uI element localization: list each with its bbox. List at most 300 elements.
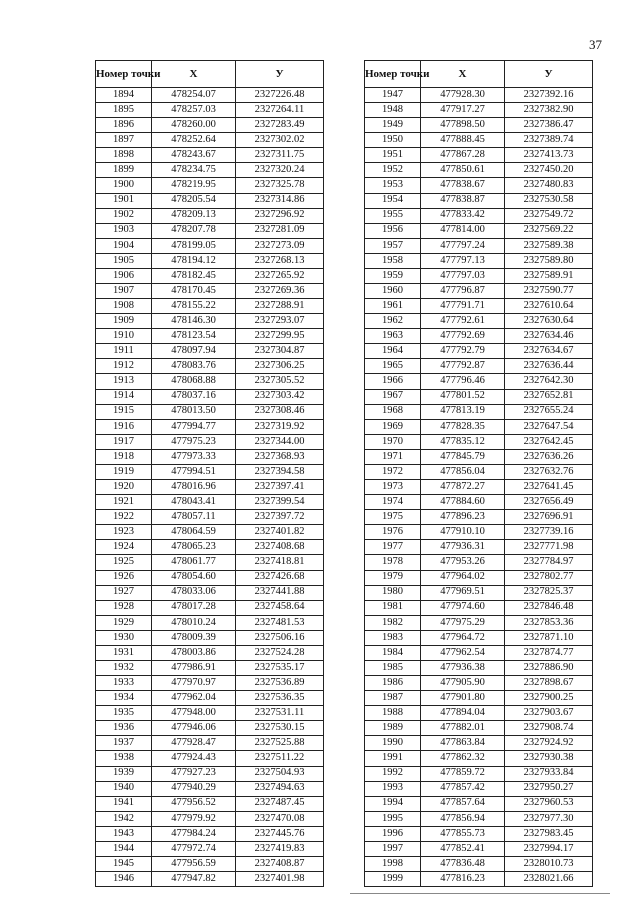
table-row (96, 118, 324, 133)
table-row (96, 359, 324, 374)
table-row (365, 299, 593, 314)
y-coordinate-cell: 2327311.75 (236, 148, 324, 163)
table-row (365, 314, 593, 329)
x-coordinate-cell: 477797.24 (421, 238, 505, 253)
y-coordinate-cell: 2327426.68 (236, 570, 324, 585)
x-coordinate-cell: 477986.91 (152, 660, 236, 675)
x-coordinate-cell: 477927.23 (152, 766, 236, 781)
table-row (365, 706, 593, 721)
x-coordinate-cell: 477964.02 (421, 570, 505, 585)
table-row (96, 480, 324, 495)
table-row (365, 133, 593, 148)
y-coordinate-cell: 2327886.90 (505, 660, 593, 675)
point-number-cell: 1975 (365, 510, 421, 525)
y-coordinate-cell: 2327397.41 (236, 480, 324, 495)
y-coordinate-cell: 2327304.87 (236, 344, 324, 359)
point-number-cell: 1929 (96, 615, 152, 630)
table-row (96, 570, 324, 585)
table-header-row (365, 61, 593, 88)
x-coordinate-cell: 477917.27 (421, 103, 505, 118)
point-number-cell: 1899 (96, 163, 152, 178)
header-y: У (505, 61, 593, 88)
x-coordinate-cell: 478234.75 (152, 163, 236, 178)
table-row (96, 826, 324, 841)
x-coordinate-cell: 477940.29 (152, 781, 236, 796)
point-number-cell: 1978 (365, 555, 421, 570)
y-coordinate-cell: 2327874.77 (505, 645, 593, 660)
point-number-cell: 1897 (96, 133, 152, 148)
y-coordinate-cell: 2327389.74 (505, 133, 593, 148)
x-coordinate-cell: 477852.41 (421, 841, 505, 856)
point-number-cell: 1979 (365, 570, 421, 585)
point-number-cell: 1971 (365, 449, 421, 464)
table-row (96, 374, 324, 389)
y-coordinate-cell: 2327399.54 (236, 495, 324, 510)
point-number-cell: 1966 (365, 374, 421, 389)
point-number-cell: 1973 (365, 480, 421, 495)
x-coordinate-cell: 477947.82 (152, 872, 236, 887)
x-coordinate-cell: 478252.64 (152, 133, 236, 148)
point-number-cell: 1948 (365, 103, 421, 118)
coordinates-table-left (95, 60, 324, 887)
x-coordinate-cell: 477975.23 (152, 434, 236, 449)
x-coordinate-cell: 477792.61 (421, 314, 505, 329)
point-number-cell: 1914 (96, 389, 152, 404)
point-number-cell: 1976 (365, 525, 421, 540)
table-row (365, 872, 593, 887)
x-coordinate-cell: 477857.64 (421, 796, 505, 811)
point-number-cell: 1991 (365, 751, 421, 766)
x-coordinate-cell: 477994.77 (152, 419, 236, 434)
point-number-cell: 1970 (365, 434, 421, 449)
x-coordinate-cell: 478037.16 (152, 389, 236, 404)
y-coordinate-cell: 2327305.52 (236, 374, 324, 389)
y-coordinate-cell: 2327408.68 (236, 540, 324, 555)
y-coordinate-cell: 2327642.30 (505, 374, 593, 389)
x-coordinate-cell: 478209.13 (152, 208, 236, 223)
y-coordinate-cell: 2327314.86 (236, 193, 324, 208)
y-coordinate-cell: 2327408.87 (236, 856, 324, 871)
table-row (365, 555, 593, 570)
y-coordinate-cell: 2327268.13 (236, 253, 324, 268)
table-row (365, 449, 593, 464)
table-row (365, 630, 593, 645)
point-number-cell: 1962 (365, 314, 421, 329)
x-coordinate-cell: 477850.61 (421, 163, 505, 178)
x-coordinate-cell: 477792.87 (421, 359, 505, 374)
point-number-cell: 1945 (96, 856, 152, 871)
point-number-cell: 1902 (96, 208, 152, 223)
y-coordinate-cell: 2327525.88 (236, 736, 324, 751)
point-number-cell: 1933 (96, 676, 152, 691)
x-coordinate-cell: 478194.12 (152, 253, 236, 268)
table-row (365, 163, 593, 178)
y-coordinate-cell: 2327569.22 (505, 223, 593, 238)
x-coordinate-cell: 477948.00 (152, 706, 236, 721)
x-coordinate-cell: 477828.35 (421, 419, 505, 434)
x-coordinate-cell: 477974.60 (421, 600, 505, 615)
x-coordinate-cell: 477814.00 (421, 223, 505, 238)
point-number-cell: 1961 (365, 299, 421, 314)
point-number-cell: 1898 (96, 148, 152, 163)
table-row (365, 510, 593, 525)
x-coordinate-cell: 477896.23 (421, 510, 505, 525)
point-number-cell: 1904 (96, 238, 152, 253)
point-number-cell: 1956 (365, 223, 421, 238)
table-row (96, 751, 324, 766)
x-coordinate-cell: 477905.90 (421, 676, 505, 691)
y-coordinate-cell: 2328021.66 (505, 872, 593, 887)
point-number-cell: 1983 (365, 630, 421, 645)
point-number-cell: 1947 (365, 88, 421, 103)
point-number-cell: 1952 (365, 163, 421, 178)
x-coordinate-cell: 478199.05 (152, 238, 236, 253)
point-number-cell: 1936 (96, 721, 152, 736)
table-header-row (96, 61, 324, 88)
table-row (365, 268, 593, 283)
y-coordinate-cell: 2327610.64 (505, 299, 593, 314)
x-coordinate-cell: 477838.67 (421, 178, 505, 193)
x-coordinate-cell: 478207.78 (152, 223, 236, 238)
y-coordinate-cell: 2327983.45 (505, 826, 593, 841)
point-number-cell: 1982 (365, 615, 421, 630)
table-row (365, 796, 593, 811)
y-coordinate-cell: 2327419.83 (236, 841, 324, 856)
point-number-cell: 1923 (96, 525, 152, 540)
table-row (365, 676, 593, 691)
point-number-cell: 1896 (96, 118, 152, 133)
x-coordinate-cell: 478064.59 (152, 525, 236, 540)
x-coordinate-cell: 477969.51 (421, 585, 505, 600)
point-number-cell: 1959 (365, 268, 421, 283)
table-row (365, 359, 593, 374)
y-coordinate-cell: 2327506.16 (236, 630, 324, 645)
point-number-cell: 1942 (96, 811, 152, 826)
x-coordinate-cell: 478068.88 (152, 374, 236, 389)
point-number-cell: 1931 (96, 645, 152, 660)
x-coordinate-cell: 477882.01 (421, 721, 505, 736)
y-coordinate-cell: 2327549.72 (505, 208, 593, 223)
x-coordinate-cell: 478043.41 (152, 495, 236, 510)
point-number-cell: 1926 (96, 570, 152, 585)
table-row (96, 314, 324, 329)
y-coordinate-cell: 2327504.93 (236, 766, 324, 781)
y-coordinate-cell: 2327634.67 (505, 344, 593, 359)
y-coordinate-cell: 2327977.30 (505, 811, 593, 826)
y-coordinate-cell: 2327960.53 (505, 796, 593, 811)
y-coordinate-cell: 2327382.90 (505, 103, 593, 118)
x-coordinate-cell: 477855.73 (421, 826, 505, 841)
table-row (365, 404, 593, 419)
table-row (96, 208, 324, 223)
x-coordinate-cell: 477962.54 (421, 645, 505, 660)
x-coordinate-cell: 478054.60 (152, 570, 236, 585)
point-number-cell: 1922 (96, 510, 152, 525)
y-coordinate-cell: 2327652.81 (505, 389, 593, 404)
header-point-number: Номер точки (96, 61, 152, 88)
y-coordinate-cell: 2327636.44 (505, 359, 593, 374)
table-row (365, 841, 593, 856)
y-coordinate-cell: 2327994.17 (505, 841, 593, 856)
y-coordinate-cell: 2327871.10 (505, 630, 593, 645)
y-coordinate-cell: 2327288.91 (236, 299, 324, 314)
table-row (365, 419, 593, 434)
point-number-cell: 1906 (96, 268, 152, 283)
point-number-cell: 1895 (96, 103, 152, 118)
point-number-cell: 1989 (365, 721, 421, 736)
table-row (365, 118, 593, 133)
table-row (96, 178, 324, 193)
x-coordinate-cell: 477845.79 (421, 449, 505, 464)
point-number-cell: 1941 (96, 796, 152, 811)
x-coordinate-cell: 478003.86 (152, 645, 236, 660)
y-coordinate-cell: 2327771.98 (505, 540, 593, 555)
x-coordinate-cell: 477973.33 (152, 449, 236, 464)
point-number-cell: 1909 (96, 314, 152, 329)
x-coordinate-cell: 477956.52 (152, 796, 236, 811)
point-number-cell: 1992 (365, 766, 421, 781)
y-coordinate-cell: 2327325.78 (236, 178, 324, 193)
point-number-cell: 1908 (96, 299, 152, 314)
y-coordinate-cell: 2327536.89 (236, 676, 324, 691)
table-row (365, 856, 593, 871)
x-coordinate-cell: 477797.03 (421, 268, 505, 283)
table-row (96, 600, 324, 615)
x-coordinate-cell: 478009.39 (152, 630, 236, 645)
x-coordinate-cell: 478033.06 (152, 585, 236, 600)
point-number-cell: 1999 (365, 872, 421, 887)
point-number-cell: 1920 (96, 480, 152, 495)
table-row (365, 208, 593, 223)
point-number-cell: 1950 (365, 133, 421, 148)
y-coordinate-cell: 2327344.00 (236, 434, 324, 449)
x-coordinate-cell: 478146.30 (152, 314, 236, 329)
point-number-cell: 1994 (365, 796, 421, 811)
point-number-cell: 1937 (96, 736, 152, 751)
point-number-cell: 1968 (365, 404, 421, 419)
point-number-cell: 1972 (365, 464, 421, 479)
table-row (96, 434, 324, 449)
point-number-cell: 1958 (365, 253, 421, 268)
table-row (365, 781, 593, 796)
point-number-cell: 1940 (96, 781, 152, 796)
y-coordinate-cell: 2327487.45 (236, 796, 324, 811)
x-coordinate-cell: 477910.10 (421, 525, 505, 540)
x-coordinate-cell: 477792.79 (421, 344, 505, 359)
point-number-cell: 1997 (365, 841, 421, 856)
y-coordinate-cell: 2327265.92 (236, 268, 324, 283)
table-row (365, 540, 593, 555)
header-y: У (236, 61, 324, 88)
y-coordinate-cell: 2327401.82 (236, 525, 324, 540)
page-number: 37 (589, 37, 602, 52)
table-row (96, 796, 324, 811)
table-row (365, 178, 593, 193)
x-coordinate-cell: 477956.59 (152, 856, 236, 871)
x-coordinate-cell: 477813.19 (421, 404, 505, 419)
table-row (365, 389, 593, 404)
x-coordinate-cell: 477901.80 (421, 691, 505, 706)
y-coordinate-cell: 2327368.93 (236, 449, 324, 464)
x-coordinate-cell: 477796.87 (421, 284, 505, 299)
y-coordinate-cell: 2327531.11 (236, 706, 324, 721)
table-row (365, 329, 593, 344)
table-row (96, 253, 324, 268)
y-coordinate-cell: 2327846.48 (505, 600, 593, 615)
point-number-cell: 1960 (365, 284, 421, 299)
y-coordinate-cell: 2327296.92 (236, 208, 324, 223)
x-coordinate-cell: 478016.96 (152, 480, 236, 495)
y-coordinate-cell: 2327641.45 (505, 480, 593, 495)
table-row (365, 88, 593, 103)
y-coordinate-cell: 2327530.58 (505, 193, 593, 208)
y-coordinate-cell: 2327320.24 (236, 163, 324, 178)
table-row (365, 464, 593, 479)
x-coordinate-cell: 477970.97 (152, 676, 236, 691)
table-row (96, 525, 324, 540)
x-coordinate-cell: 477964.72 (421, 630, 505, 645)
point-number-cell: 1932 (96, 660, 152, 675)
point-number-cell: 1938 (96, 751, 152, 766)
point-number-cell: 1969 (365, 419, 421, 434)
y-coordinate-cell: 2327273.09 (236, 238, 324, 253)
point-number-cell: 1984 (365, 645, 421, 660)
y-coordinate-cell: 2327825.37 (505, 585, 593, 600)
x-coordinate-cell: 478170.45 (152, 284, 236, 299)
y-coordinate-cell: 2327226.48 (236, 88, 324, 103)
x-coordinate-cell: 477884.60 (421, 495, 505, 510)
x-coordinate-cell: 477792.69 (421, 329, 505, 344)
point-number-cell: 1919 (96, 464, 152, 479)
y-coordinate-cell: 2327950.27 (505, 781, 593, 796)
y-coordinate-cell: 2327302.02 (236, 133, 324, 148)
table-row (365, 826, 593, 841)
x-coordinate-cell: 477801.52 (421, 389, 505, 404)
table-row (365, 434, 593, 449)
footer-divider (350, 893, 610, 894)
table-row (96, 585, 324, 600)
x-coordinate-cell: 477863.84 (421, 736, 505, 751)
x-coordinate-cell: 478013.50 (152, 404, 236, 419)
point-number-cell: 1965 (365, 359, 421, 374)
y-coordinate-cell: 2327418.81 (236, 555, 324, 570)
y-coordinate-cell: 2327281.09 (236, 223, 324, 238)
point-number-cell: 1985 (365, 660, 421, 675)
x-coordinate-cell: 477936.31 (421, 540, 505, 555)
y-coordinate-cell: 2327306.25 (236, 359, 324, 374)
table-row (96, 615, 324, 630)
table-row (96, 449, 324, 464)
x-coordinate-cell: 477928.47 (152, 736, 236, 751)
point-number-cell: 1974 (365, 495, 421, 510)
x-coordinate-cell: 478243.67 (152, 148, 236, 163)
x-coordinate-cell: 477924.43 (152, 751, 236, 766)
table-row (96, 419, 324, 434)
x-coordinate-cell: 477928.30 (421, 88, 505, 103)
x-coordinate-cell: 478010.24 (152, 615, 236, 630)
table-row (365, 344, 593, 359)
y-coordinate-cell: 2327696.91 (505, 510, 593, 525)
header-x: X (152, 61, 236, 88)
y-coordinate-cell: 2327450.20 (505, 163, 593, 178)
y-coordinate-cell: 2327634.46 (505, 329, 593, 344)
table-row (365, 238, 593, 253)
point-number-cell: 1917 (96, 434, 152, 449)
x-coordinate-cell: 477975.29 (421, 615, 505, 630)
x-coordinate-cell: 477838.87 (421, 193, 505, 208)
x-coordinate-cell: 477857.42 (421, 781, 505, 796)
table-row (96, 163, 324, 178)
point-number-cell: 1910 (96, 329, 152, 344)
y-coordinate-cell: 2327511.22 (236, 751, 324, 766)
y-coordinate-cell: 2327900.25 (505, 691, 593, 706)
point-number-cell: 1949 (365, 118, 421, 133)
x-coordinate-cell: 478065.23 (152, 540, 236, 555)
table-row (96, 706, 324, 721)
table-row (365, 585, 593, 600)
table-body-left (96, 88, 324, 887)
y-coordinate-cell: 2328010.73 (505, 856, 593, 871)
table-row (96, 404, 324, 419)
y-coordinate-cell: 2327303.42 (236, 389, 324, 404)
x-coordinate-cell: 477946.06 (152, 721, 236, 736)
y-coordinate-cell: 2327903.67 (505, 706, 593, 721)
y-coordinate-cell: 2327924.92 (505, 736, 593, 751)
table-row (96, 133, 324, 148)
y-coordinate-cell: 2327269.36 (236, 284, 324, 299)
x-coordinate-cell: 478219.95 (152, 178, 236, 193)
y-coordinate-cell: 2327647.54 (505, 419, 593, 434)
x-coordinate-cell: 477894.04 (421, 706, 505, 721)
x-coordinate-cell: 478254.07 (152, 88, 236, 103)
point-number-cell: 1930 (96, 630, 152, 645)
point-number-cell: 1951 (365, 148, 421, 163)
point-number-cell: 1927 (96, 585, 152, 600)
table-row (365, 600, 593, 615)
y-coordinate-cell: 2327630.64 (505, 314, 593, 329)
y-coordinate-cell: 2327397.72 (236, 510, 324, 525)
table-row (96, 193, 324, 208)
x-coordinate-cell: 477856.04 (421, 464, 505, 479)
point-number-cell: 1955 (365, 208, 421, 223)
table-row (365, 766, 593, 781)
x-coordinate-cell: 477972.74 (152, 841, 236, 856)
y-coordinate-cell: 2327401.98 (236, 872, 324, 887)
y-coordinate-cell: 2327319.92 (236, 419, 324, 434)
point-number-cell: 1939 (96, 766, 152, 781)
y-coordinate-cell: 2327642.45 (505, 434, 593, 449)
table-row (96, 811, 324, 826)
point-number-cell: 1981 (365, 600, 421, 615)
x-coordinate-cell: 477962.04 (152, 691, 236, 706)
y-coordinate-cell: 2327535.17 (236, 660, 324, 675)
table-row (96, 766, 324, 781)
x-coordinate-cell: 478257.03 (152, 103, 236, 118)
table-row (365, 751, 593, 766)
x-coordinate-cell: 477898.50 (421, 118, 505, 133)
point-number-cell: 1993 (365, 781, 421, 796)
table-row (96, 856, 324, 871)
table-row (365, 193, 593, 208)
table-row (365, 570, 593, 585)
point-number-cell: 1907 (96, 284, 152, 299)
table-row (365, 721, 593, 736)
y-coordinate-cell: 2327802.77 (505, 570, 593, 585)
y-coordinate-cell: 2327441.88 (236, 585, 324, 600)
point-number-cell: 1918 (96, 449, 152, 464)
x-coordinate-cell: 478083.76 (152, 359, 236, 374)
x-coordinate-cell: 477936.38 (421, 660, 505, 675)
